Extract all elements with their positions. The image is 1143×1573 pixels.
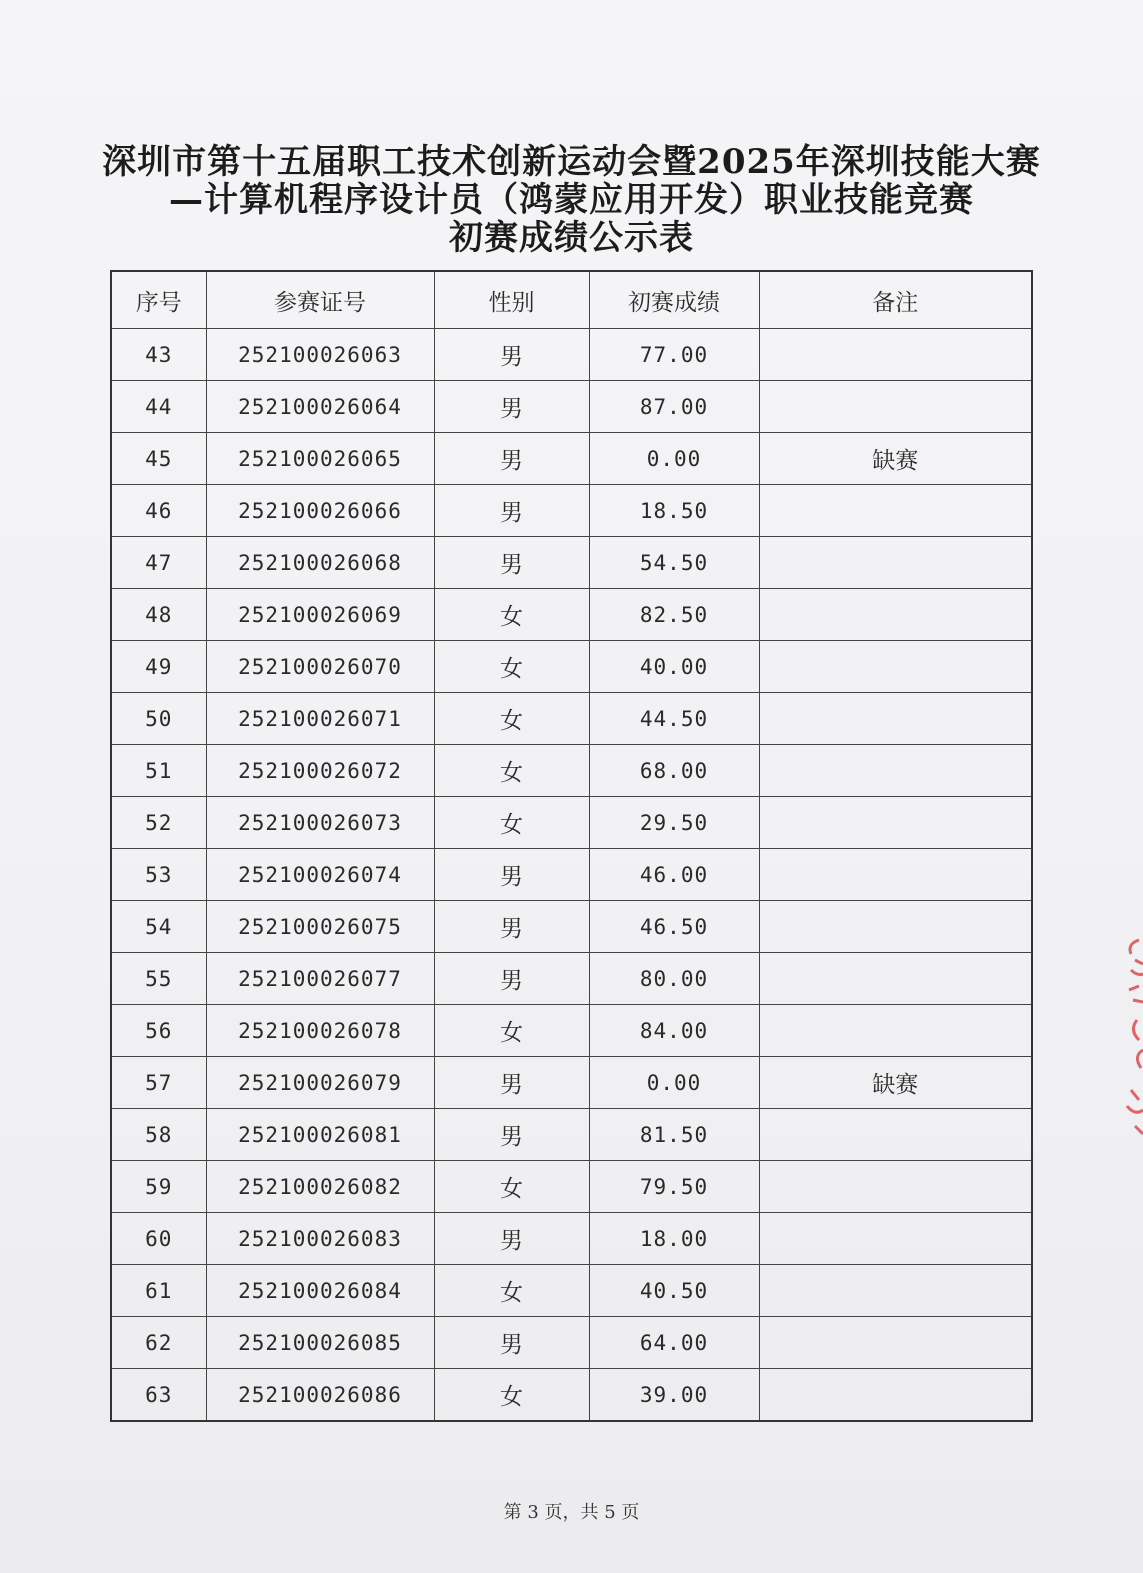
cell-cert: 252100026070 [206,641,434,693]
cell-no: 58 [111,1109,206,1161]
cell-no: 63 [111,1369,206,1422]
cell-cert: 252100026069 [206,589,434,641]
table-row [111,381,1032,433]
cell-cert: 252100026073 [206,797,434,849]
table-row [111,901,1032,953]
cell-score: 18.50 [589,485,759,537]
cell-gender: 男 [434,849,589,901]
cell-score: 40.00 [589,641,759,693]
cell-cert: 252100026079 [206,1057,434,1109]
cell-note [759,745,1032,797]
cell-cert: 252100026066 [206,485,434,537]
cell-gender: 男 [434,1109,589,1161]
cell-cert: 252100026065 [206,433,434,485]
cell-note [759,849,1032,901]
table-row [111,1109,1032,1161]
cell-note [759,485,1032,537]
table-row [111,745,1032,797]
red-seal-stamp [1109,930,1143,1150]
cell-note [759,797,1032,849]
cell-score: 40.50 [589,1265,759,1317]
cell-gender: 女 [434,641,589,693]
cell-score: 54.50 [589,537,759,589]
header-cert: 参赛证号 [206,271,434,329]
table-row [111,953,1032,1005]
cell-note [759,953,1032,1005]
cell-cert: 252100026077 [206,953,434,1005]
cell-note [759,1161,1032,1213]
table-row [111,1057,1032,1109]
header-score: 初赛成绩 [589,271,759,329]
table-row [111,849,1032,901]
cell-cert: 252100026083 [206,1213,434,1265]
table-row [111,1317,1032,1369]
cell-no: 50 [111,693,206,745]
title-line-3: 初赛成绩公示表 [449,218,694,258]
cell-no: 45 [111,433,206,485]
cell-gender: 男 [434,1213,589,1265]
table-row [111,1265,1032,1317]
cell-no: 51 [111,745,206,797]
cell-gender: 女 [434,797,589,849]
cell-no: 49 [111,641,206,693]
cell-cert: 252100026072 [206,745,434,797]
cell-no: 57 [111,1057,206,1109]
cell-gender: 男 [434,485,589,537]
cell-note: 缺赛 [759,1057,1032,1109]
results-table [110,270,1033,1422]
table-row [111,1005,1032,1057]
cell-score: 79.50 [589,1161,759,1213]
cell-gender: 男 [434,1317,589,1369]
cell-gender: 男 [434,329,589,381]
title-line-2: —计算机程序设计员（鸿蒙应用开发）职业技能竞赛 [169,180,974,220]
cell-gender: 女 [434,693,589,745]
header-no: 序号 [111,271,206,329]
cell-score: 64.00 [589,1317,759,1369]
cell-gender: 女 [434,1369,589,1422]
cell-cert: 252100026081 [206,1109,434,1161]
cell-note [759,329,1032,381]
table-row [111,1213,1032,1265]
cell-note [759,693,1032,745]
cell-no: 47 [111,537,206,589]
cell-no: 53 [111,849,206,901]
cell-gender: 男 [434,953,589,1005]
cell-gender: 男 [434,901,589,953]
cell-note [759,537,1032,589]
cell-score: 0.00 [589,433,759,485]
cell-no: 44 [111,381,206,433]
table-body [111,329,1032,1422]
cell-no: 60 [111,1213,206,1265]
cell-no: 55 [111,953,206,1005]
table-row [111,1161,1032,1213]
cell-note [759,1213,1032,1265]
cell-score: 81.50 [589,1109,759,1161]
header-gender: 性别 [434,271,589,329]
cell-cert: 252100026084 [206,1265,434,1317]
cell-no: 54 [111,901,206,953]
cell-gender: 男 [434,433,589,485]
cell-no: 59 [111,1161,206,1213]
table-row [111,537,1032,589]
cell-score: 39.00 [589,1369,759,1422]
cell-cert: 252100026085 [206,1317,434,1369]
cell-score: 44.50 [589,693,759,745]
cell-note [759,1265,1032,1317]
cell-gender: 男 [434,537,589,589]
cell-score: 80.00 [589,953,759,1005]
cell-score: 77.00 [589,329,759,381]
cell-cert: 252100026071 [206,693,434,745]
cell-no: 43 [111,329,206,381]
table-row [111,589,1032,641]
table-row [111,693,1032,745]
cell-cert: 252100026064 [206,381,434,433]
cell-cert: 252100026082 [206,1161,434,1213]
table-row [111,329,1032,381]
cell-score: 84.00 [589,1005,759,1057]
table-row [111,641,1032,693]
cell-gender: 女 [434,1265,589,1317]
cell-score: 68.00 [589,745,759,797]
title-line-1: 深圳市第十五届职工技术创新运动会暨2025年深圳技能大赛 [102,142,1041,182]
cell-no: 48 [111,589,206,641]
cell-no: 56 [111,1005,206,1057]
cell-cert: 252100026086 [206,1369,434,1422]
cell-gender: 女 [434,1161,589,1213]
cell-no: 46 [111,485,206,537]
cell-note: 缺赛 [759,433,1032,485]
cell-no: 62 [111,1317,206,1369]
cell-gender: 男 [434,381,589,433]
cell-cert: 252100026074 [206,849,434,901]
cell-note [759,589,1032,641]
table-row [111,797,1032,849]
cell-cert: 252100026068 [206,537,434,589]
cell-score: 87.00 [589,381,759,433]
cell-cert: 252100026078 [206,1005,434,1057]
table-row [111,485,1032,537]
cell-cert: 252100026063 [206,329,434,381]
cell-score: 29.50 [589,797,759,849]
cell-gender: 女 [434,745,589,797]
cell-note [759,1369,1032,1422]
cell-no: 52 [111,797,206,849]
cell-note [759,1317,1032,1369]
table-row [111,1369,1032,1422]
cell-no: 61 [111,1265,206,1317]
cell-note [759,901,1032,953]
table-header-row [111,271,1032,329]
cell-gender: 女 [434,589,589,641]
cell-cert: 252100026075 [206,901,434,953]
cell-gender: 女 [434,1005,589,1057]
table-row [111,433,1032,485]
cell-score: 82.50 [589,589,759,641]
page-number: 第 3 页，共 5 页 [503,1502,640,1523]
cell-score: 46.00 [589,849,759,901]
cell-score: 18.00 [589,1213,759,1265]
cell-score: 46.50 [589,901,759,953]
cell-score: 0.00 [589,1057,759,1109]
cell-note [759,1109,1032,1161]
cell-note [759,1005,1032,1057]
header-note: 备注 [759,271,1032,329]
cell-note [759,381,1032,433]
cell-gender: 男 [434,1057,589,1109]
cell-note [759,641,1032,693]
